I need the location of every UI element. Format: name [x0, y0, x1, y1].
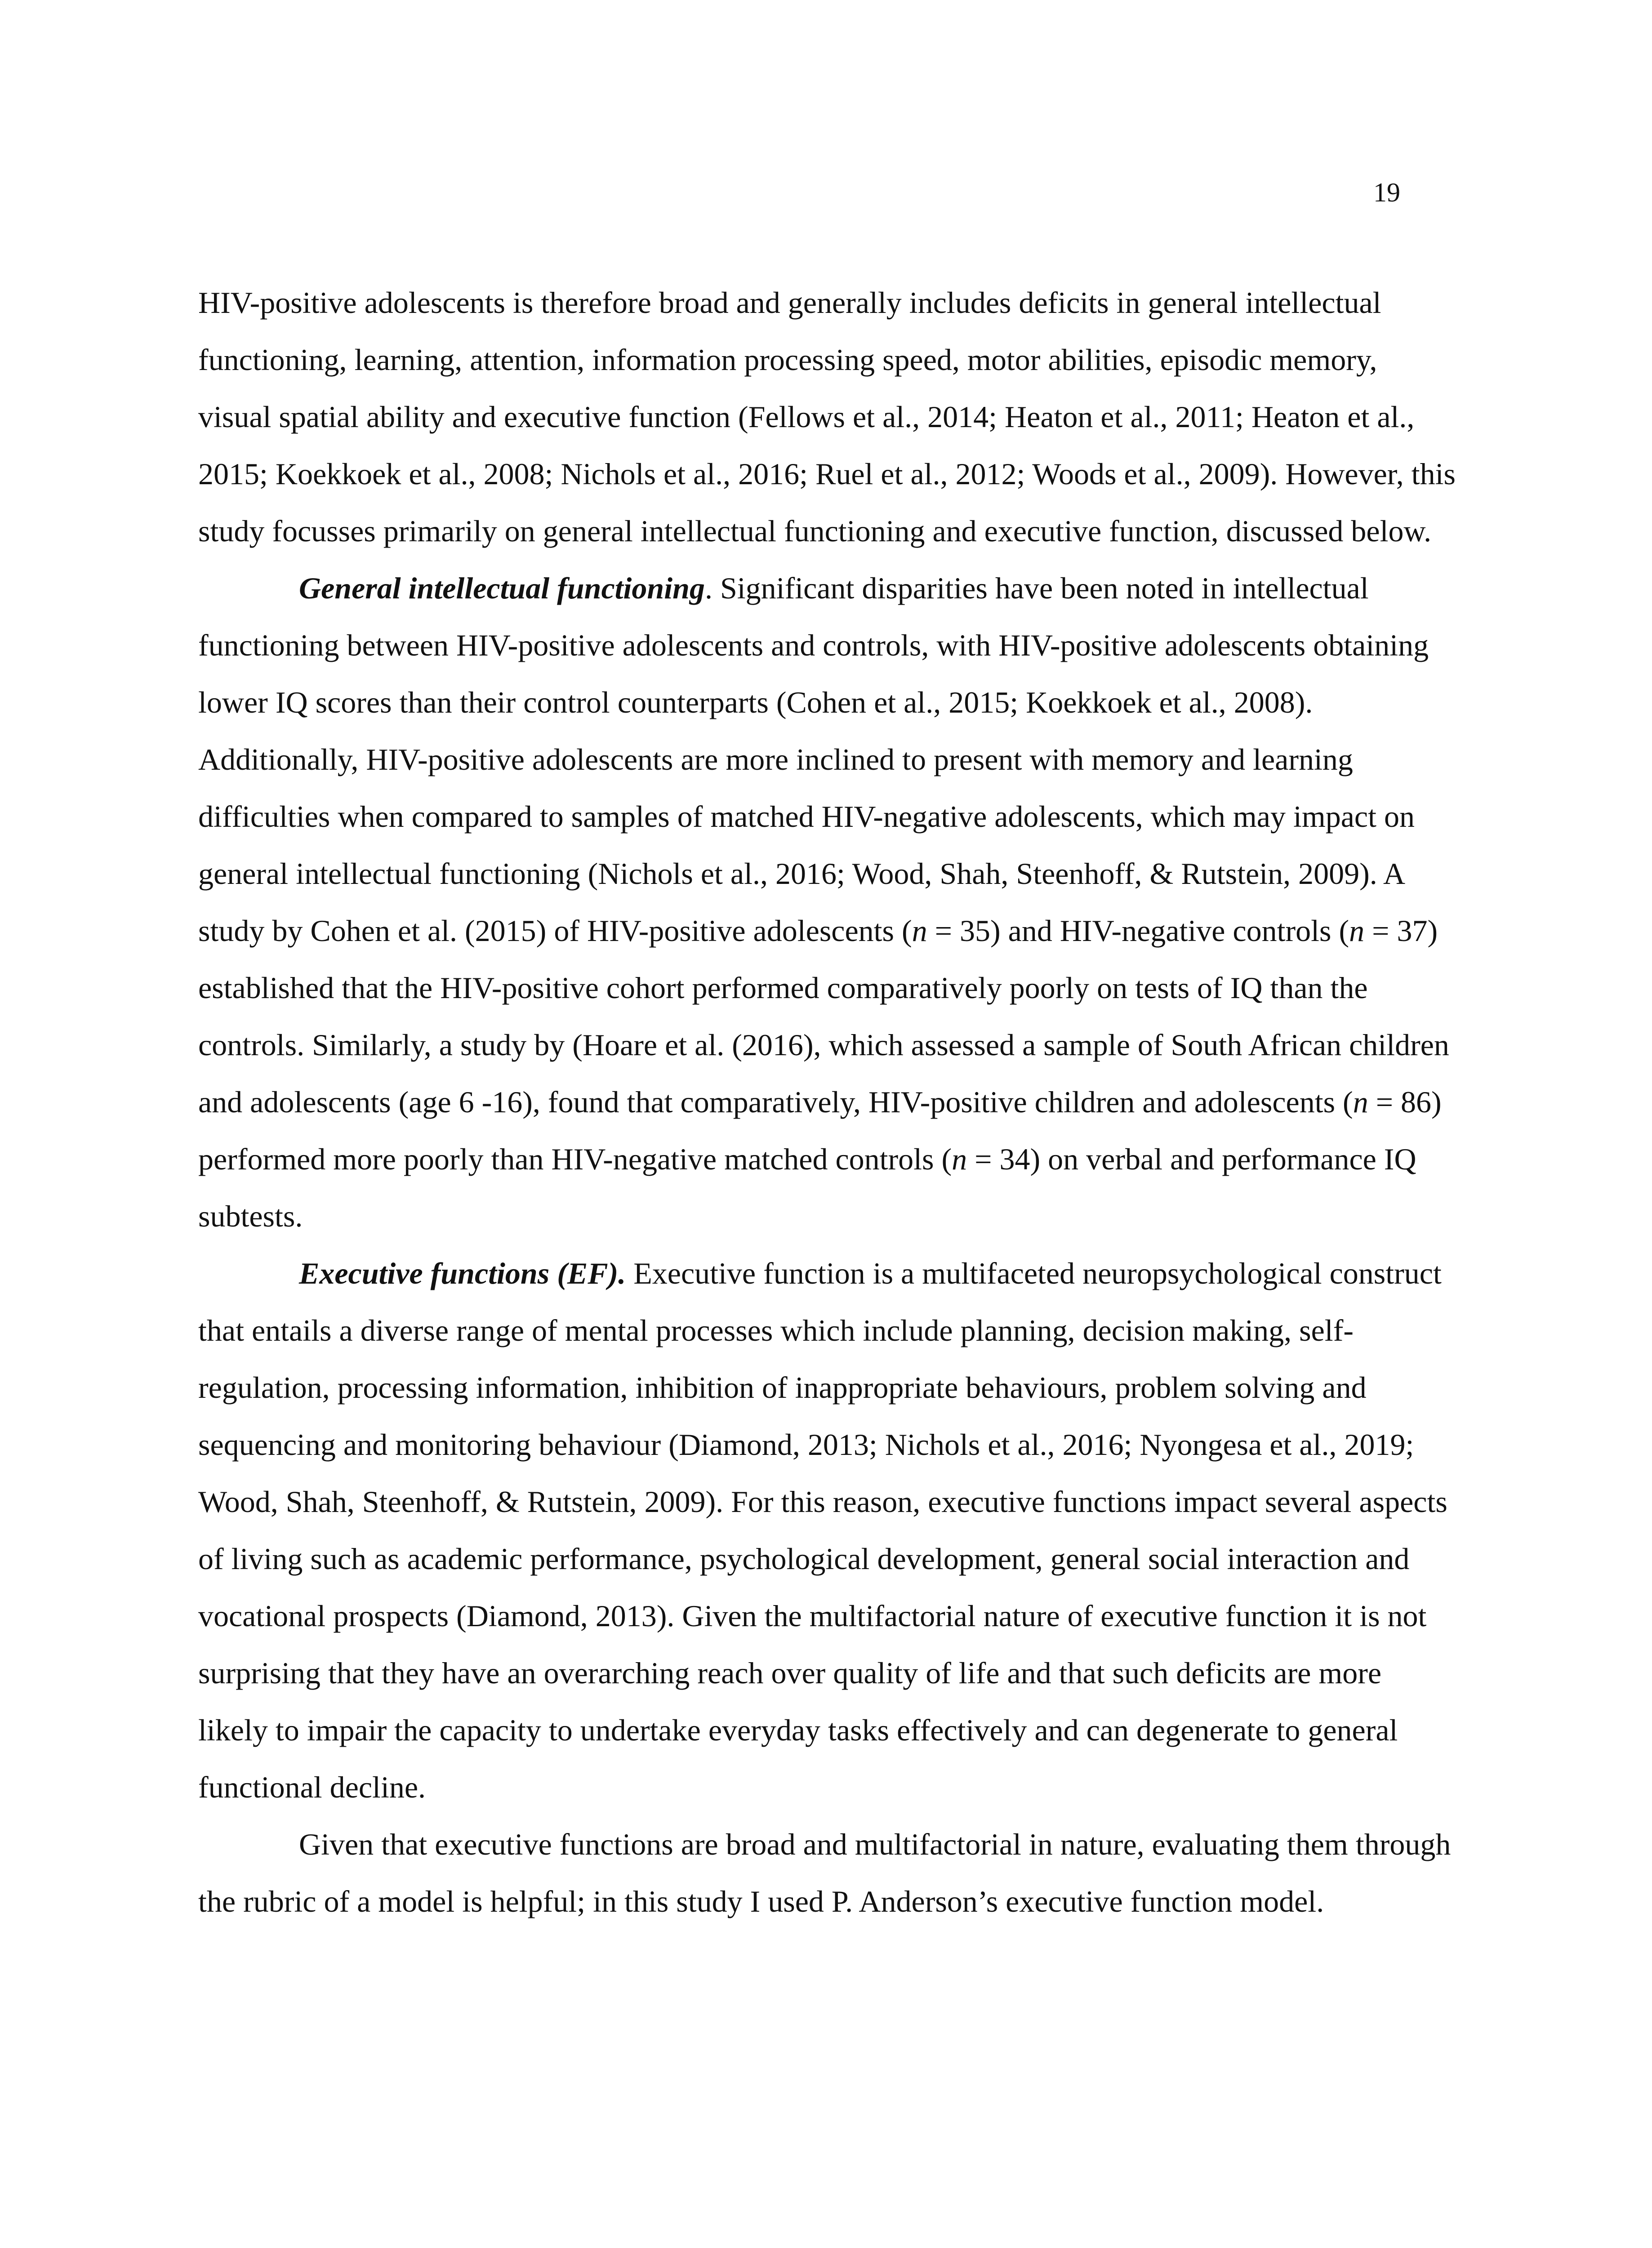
text-run: Given that executive functions are broad and multifactorial in nature, evaluating them through the rubric of a model is helpful; in this study I used P. Anderson’s executive function model. — [198, 1827, 1451, 1918]
text-run: = 37) established that the HIV-positive cohort performed comparatively poorly on tests of IQ than the controls. Similarly, a study by (Hoare et al. (2016), which assessed a sample of South African children and adolescents (age 6 -16), found that comparatively, HIV-positive children and adolescents ( — [198, 914, 1449, 1119]
text-run: = 35) and HIV-negative controls ( — [927, 914, 1349, 948]
section-heading: General intellectual functioning — [299, 571, 705, 605]
italic-symbol: n — [912, 914, 927, 948]
page-number: 19 — [1373, 178, 1400, 207]
body-text — [198, 274, 1457, 1930]
italic-symbol: n — [1353, 1085, 1368, 1119]
text-run: . Significant disparities have been noted in intellectual functioning between HIV-positive adolescents and controls, with HIV-positive adolescents obtaining lower IQ scores than their control counterparts (Cohen et al., 2015; Koekkoek et al., 2008). Additionally, HIV-positive adolescents are more inclined to present with memory and learning difficulties when compared to samples of matched HIV-negative adolescents, which may impact on general intellectual functioning (Nichols et al., 2016; Wood, Shah, Steenhoff, & Rutstein, 2009). A study by Cohen et al. (2015) of HIV-positive adolescents ( — [198, 571, 1429, 948]
italic-symbol: n — [1349, 914, 1365, 948]
text-run: = 86) performed more poorly than HIV-negative matched controls ( — [198, 1085, 1442, 1176]
text-run: Executive function is a multifaceted neuropsychological construct that entails a diverse range of mental processes which include planning, decision making, self-regulation, processing information, inhibition of inappropriate behaviours, problem solving and sequencing and monitoring behaviour (Diamond, 2013; Nichols et al., 2016; Nyongesa et al., 2019; Wood, Shah, Steenhoff, & Rutstein, 2009). For this reason, executive functions impact several aspects of living such as academic performance, psychological development, general social interaction and vocational prospects (Diamond, 2013). Given the multifactorial nature of executive function it is not surprising that they have an overarching reach over quality of life and that such deficits are more likely to impair the capacity to undertake everyday tasks effectively and can degenerate to general functional decline. — [198, 1256, 1447, 1804]
paragraph — [198, 1816, 1457, 1930]
text-run: = 34) on verbal and performance IQ subtests. — [198, 1142, 1416, 1233]
paragraph — [198, 1245, 1457, 1816]
italic-symbol: n — [952, 1142, 967, 1176]
paragraph — [198, 274, 1457, 560]
paragraph — [198, 560, 1457, 1245]
text-run: HIV-positive adolescents is therefore broad and generally includes deficits in general intellectual functioning, learning, attention, information processing speed, motor abilities, episodic memory, visual spatial ability and executive function (Fellows et al., 2014; Heaton et al., 2011; Heaton et al., 2015; Koekkoek et al., 2008; Nichols et al., 2016; Ruel et al., 2012; Woods et al., 2009). However, this study focusses primarily on general intellectual functioning and executive function, discussed below. — [198, 285, 1456, 548]
section-heading: Executive functions (EF). — [299, 1256, 626, 1290]
